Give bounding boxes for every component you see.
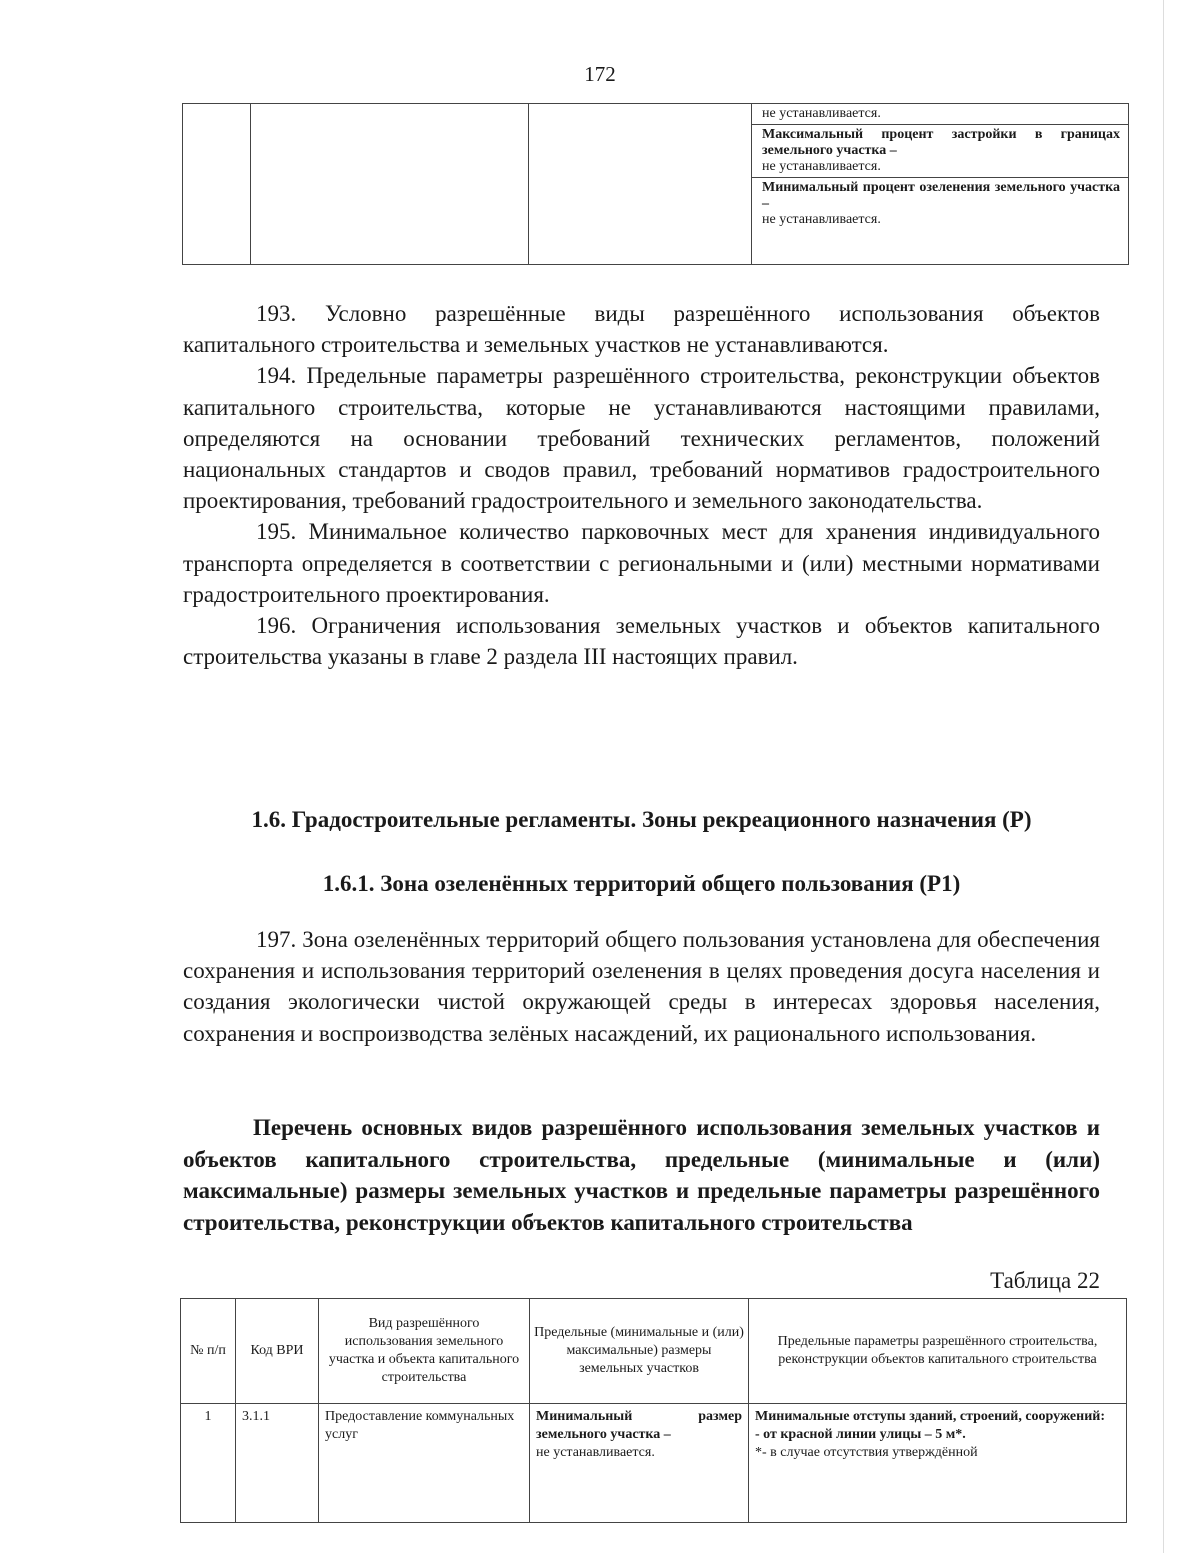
table-title: Перечень основных видов разрешённого использования земельных участков и объектов капитального строительства, предельные (минимальные и (или) максимальные) размеры земельных участков и предельные параметры разрешённого строительства, реконструкции объектов капитального строительства: [183, 1115, 1100, 1235]
header-num: № п/п: [181, 1299, 236, 1404]
params-line: не устанавливается.: [762, 212, 881, 227]
params-line: Максимальный процент застройки в границах земельного участка –: [752, 124, 1128, 159]
paragraph-195: 195. Минимальное количество парковочных мест для хранения индивидуального транспорта определяется в соответствии с региональными и (или) местными нормативами градостроительного проектирования.: [183, 519, 1100, 607]
table-caption: Таблица 22: [990, 1268, 1100, 1293]
header-use-type: Вид разрешённого использования земельного участка и объекта капитального строительства: [319, 1299, 530, 1404]
row-params: [749, 1404, 1127, 1523]
row-use-type: Предоставление коммунальных услуг: [319, 1404, 530, 1523]
row-code: 3.1.1: [236, 1404, 319, 1523]
paragraph-197: 197. Зона озеленённых территорий общего пользования установлена для обеспечения сохранения и использования территорий озеленения в целях проведения досуга населения и создания экологически чистой окружающей среды в интересах здоровья населения, сохранения и воспроизводства зелёных насаждений, их рационального использования.: [183, 927, 1100, 1046]
table-cell: [529, 104, 752, 265]
table-row: [181, 1404, 1127, 1523]
scan-edge-line: [1163, 0, 1164, 1553]
row-num: 1: [181, 1404, 236, 1523]
plot-size-value: не устанавливается.: [536, 1445, 655, 1460]
params-bold: Минимальные отступы зданий, строений, сооружений:: [755, 1409, 1105, 1424]
params-line: не устанавливается.: [762, 106, 881, 121]
params-cell: [752, 104, 1129, 265]
paragraph-196: 196. Ограничения использования земельных участков и объектов капитального строительства указаны в главе 2 раздела III настоящих правил.: [183, 613, 1100, 670]
header-code: Код ВРИ: [236, 1299, 319, 1404]
plot-size-bold: Минимальный размер земельного участка –: [536, 1409, 742, 1442]
page-number: 172: [584, 62, 616, 86]
section-heading: 1.6. Градостроительные регламенты. Зоны рекреационного назначения (Р): [251, 807, 1032, 832]
paragraph-194: 194. Предельные параметры разрешённого строительства, реконструкции объектов капитального строительства, которые не устанавливаются настоящими правилами, определяются на основании требований технических регламентов, положений национальных стандартов и сводов правил, требований нормативов градостроительного проектирования, требований градостроительного и земельного законодательства.: [183, 363, 1100, 514]
paragraph-193: 193. Условно разрешённые виды разрешённого использования объектов капитального строительства и земельных участков не устанавливаются.: [183, 301, 1100, 358]
params-line: Минимальный процент озеленения земельного участка –: [752, 177, 1128, 212]
row-plot-size: [530, 1404, 749, 1523]
params-line: не устанавливается.: [762, 159, 881, 174]
table-header-row: [181, 1299, 1127, 1404]
params-line: - от красной линии улицы – 5 м*.: [755, 1427, 966, 1442]
paragraphs-block: [183, 298, 1100, 672]
continued-table: [182, 103, 1129, 265]
paragraph-197-block: [183, 924, 1100, 1049]
params-note: *- в случае отсутствия утверждённой: [755, 1445, 978, 1460]
subsection-heading: 1.6.1. Зона озеленённых территорий общего пользования (Р1): [322, 871, 961, 896]
table-cell: [183, 104, 251, 265]
main-table: [180, 1298, 1127, 1523]
table-cell: [251, 104, 529, 265]
header-params: Предельные параметры разрешённого строительства, реконструкции объектов капитального строительства: [749, 1299, 1127, 1404]
header-plot-size: Предельные (минимальные и (или) максимальные) размеры земельных участков: [530, 1299, 749, 1404]
